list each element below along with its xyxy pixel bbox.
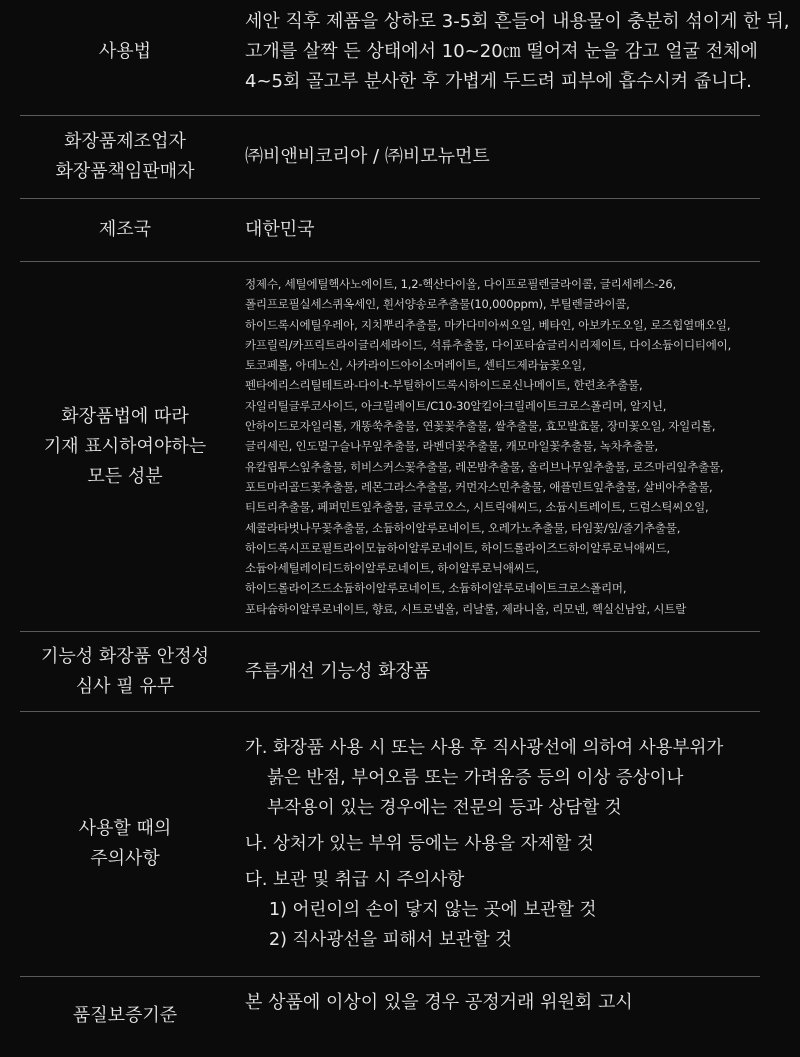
caution-item-a-cont: 부작용이 있는 경우에는 전문의 등과 상담할 것 <box>267 798 622 818</box>
functional-value <box>245 632 760 711</box>
ingredient-line: 하이드록시프로필트라이모늄하이알루로네이트, 하이드롤라이즈드하이알루로닉애씨드, <box>245 540 670 555</box>
manufacturer-value <box>245 116 760 198</box>
ingredients-label-line: 화장품법에 따라 <box>61 405 189 427</box>
usage-row <box>20 0 790 116</box>
ingredient-line: 카프릴릭/카프릭트라이글리세라이드, 석류추출물, 다이포타슘글리시리제이트, 다이소듐이디티에이, <box>245 337 732 352</box>
ingredients-label <box>20 262 230 631</box>
functional-line: 주름개선 기능성 화장품 <box>245 660 431 682</box>
functional-row <box>20 632 760 712</box>
quality-label <box>20 977 230 1031</box>
ingredients-label-line: 기재 표시하여야하는 <box>43 435 207 457</box>
ingredients-row <box>20 262 760 632</box>
country-line: 대한민국 <box>245 219 315 240</box>
usage-label-text: 사용법 <box>98 40 152 62</box>
usage-label <box>20 0 230 109</box>
quality-row <box>20 977 760 1057</box>
ingredient-line: 포트마리골드꽃추출물, 레몬그라스추출물, 커먼자스민추출물, 애플민트잎추출물, 살비아추출물, <box>245 479 713 494</box>
quality-label-text: 품질보증기준 <box>72 1005 178 1026</box>
quality-line: 본 상품에 이상이 있을 경우 공정거래 위원회 고시 <box>245 992 633 1013</box>
caution-item-c-1: 1) 어린이의 손이 닿지 않는 곳에 보관할 것 <box>269 900 597 920</box>
usage-line: 세안 직후 제품을 상하로 3-5회 흔들어 내용물이 충분히 섞이게 한 뒤, <box>245 10 790 32</box>
manufacturer-row <box>20 116 760 199</box>
caution-value <box>245 712 760 997</box>
caution-label-line: 사용할 때의 <box>78 818 172 839</box>
manufacturer-label-line: 화장품책임판매자 <box>55 161 195 182</box>
caution-item-c-2: 2) 직사광선을 피해서 보관할 것 <box>269 930 513 950</box>
ingredient-line: 유칼립투스잎추출물, 히비스커스꽃추출물, 레몬밤추출물, 올리브나무잎추출물, 로즈마리잎추출물, <box>245 459 724 474</box>
functional-label <box>20 632 230 711</box>
usage-line: 4~5회 골고루 분사한 후 가볍게 두드려 피부에 흡수시켜 줍니다. <box>245 70 752 92</box>
usage-line: 고개를 살짝 든 상태에서 10~20㎝ 떨어져 눈을 감고 얼굴 전체에 <box>245 40 758 62</box>
ingredient-line: 펜타에리스리틸테트라-다이-t-부틸하이드록시하이드로신나메이트, 한련초추출물, <box>245 378 643 393</box>
ingredient-line: 소듐아세틸레이티드하이알루로네이트, 하이알루로닉애씨드, <box>245 561 539 576</box>
caution-item-a: 가. 화장품 사용 시 또는 사용 후 직사광선에 의하여 사용부위가 <box>245 738 724 758</box>
quality-value <box>245 977 760 1018</box>
ingredient-line: 하이드록시에틸우레아, 지치뿌리추출물, 마카다미아씨오일, 베타인, 아보카도오일, 로즈힙열매오일, <box>245 317 731 332</box>
ingredients-value <box>245 262 760 631</box>
country-value <box>245 199 760 261</box>
country-label <box>20 199 230 261</box>
caution-item-a-cont: 붉은 반점, 부어오름 또는 가려움증 등의 이상 증상이나 <box>267 768 684 788</box>
caution-label <box>20 712 230 976</box>
ingredient-line: 폴리프로필실세스퀴옥세인, 흰서양송로추출물(10,000ppm), 부틸렌글라이콜, <box>245 297 630 312</box>
ingredient-line: 포타슘하이알루로네이트, 향료, 시트로넬올, 리날룰, 제라니올, 리모넨, 헥실신남알, 시트랄 <box>245 601 687 616</box>
country-row <box>20 199 760 262</box>
ingredient-line: 세콜라타벗나무꽃추출물, 소듐하이알루로네이트, 오레가노추출물, 타임꽃/잎/줄기추출물, <box>245 520 681 535</box>
caution-label-line: 주의사항 <box>90 848 160 869</box>
caution-item-b: 나. 상처가 있는 부위 등에는 사용을 자제할 것 <box>245 834 594 854</box>
ingredient-line: 글리세린, 인도멀구슬나무잎추출물, 라벤더꽃추출물, 캐모마일꽃추출물, 녹차추출물, <box>245 439 658 454</box>
ingredient-line: 하이드롤라이즈드소듐하이알루로네이트, 소듐하이알루로네이트크로스폴리머, <box>245 581 627 596</box>
functional-label-line: 기능성 화장품 안정성 <box>41 645 209 667</box>
ingredient-line: 자일리틸글루코사이드, 아크릴레이트/C10-30알킬아크릴레이트크로스폴리머, 알지닌, <box>245 398 667 413</box>
functional-label-line: 심사 필 유무 <box>75 675 175 697</box>
country-label-text: 제조국 <box>98 219 152 240</box>
ingredient-line: 정제수, 세틸에틸헥사노에이트, 1,2-헥산다이올, 다이프로필렌글라이콜, 글리세레스-26, <box>245 276 676 291</box>
caution-row <box>20 712 760 977</box>
ingredient-line: 티트리추출물, 페퍼민트잎추출물, 글루코오스, 시트릭애씨드, 소듐시트레이트, 드럼스틱씨오일, <box>245 500 709 515</box>
ingredient-line: 안하이드로자일리톨, 개똥쑥추출물, 연꽃꽃추출물, 쌀추출물, 효모발효물, 장미꽃오일, 자일리톨, <box>245 419 716 434</box>
usage-value <box>245 0 790 109</box>
caution-item-c: 다. 보관 및 취급 시 주의사항 <box>245 870 465 890</box>
manufacturer-label-line: 화장품제조업자 <box>64 131 186 152</box>
manufacturer-line: ㈜비앤비코리아 / ㈜비모뉴먼트 <box>245 146 490 167</box>
manufacturer-label <box>20 116 230 198</box>
ingredients-label-line: 모든 성분 <box>87 465 163 487</box>
ingredient-line: 토코페롤, 아데노신, 사카라이드아이소머레이트, 센티드제라늄꽃오일, <box>245 358 586 373</box>
